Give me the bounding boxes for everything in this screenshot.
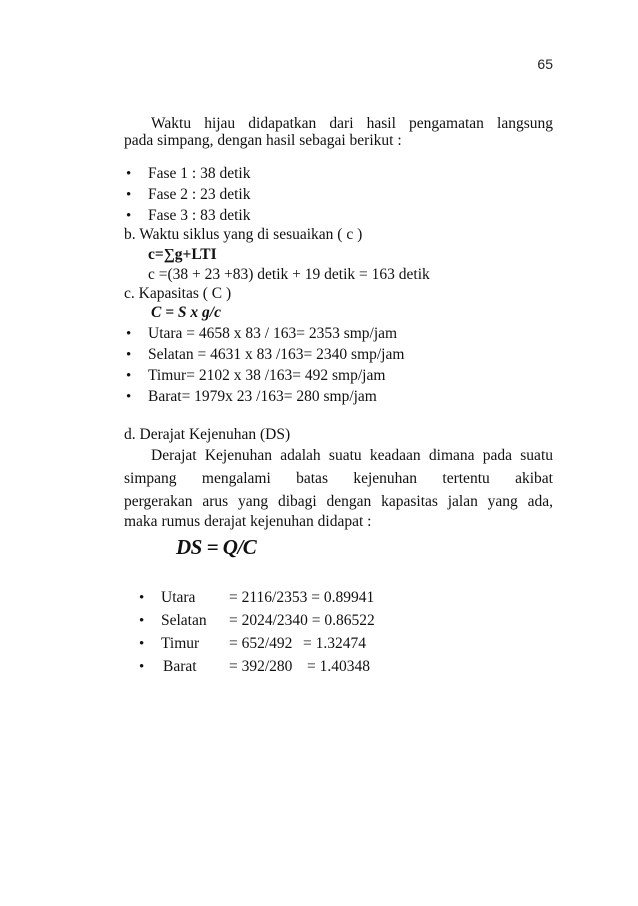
section-c-heading: c. Kapasitas ( C ) [124, 285, 232, 302]
ds-result-expr: = 652/492 [229, 635, 293, 652]
bullet-icon: • [126, 187, 132, 203]
ds-result-expr: = 392/280 [229, 658, 293, 675]
ds-result-value: = 1.32474 [303, 635, 366, 652]
phase-item: Fase 1 : 38 detik [148, 165, 251, 182]
ds-result-expr: = 2024/2340 = 0.86522 [229, 612, 375, 629]
intro-line-1: Waktu hijau didapatkan dari hasil pengamatan langsung [151, 115, 553, 132]
capacity-item: Timur= 2102 x 38 /163= 492 smp/jam [148, 367, 386, 384]
capacity-item: Barat= 1979x 23 /163= 280 smp/jam [148, 388, 377, 405]
ds-paragraph-line: maka rumus derajat kejenuhan didapat : [124, 513, 372, 530]
bullet-icon: • [126, 368, 132, 384]
cycle-formula: c=∑g+LTI [148, 246, 217, 263]
bullet-icon: • [126, 166, 132, 182]
section-d-heading: d. Derajat Kejenuhan (DS) [124, 426, 291, 443]
section-b-heading: b. Waktu siklus yang di sesuaikan ( c ) [124, 226, 363, 243]
page-number: 65 [537, 56, 553, 72]
ds-result-name: Timur [161, 635, 200, 652]
cycle-calculation: c =(38 + 23 +83) detik + 19 detik = 163 detik [148, 266, 430, 283]
capacity-item: Selatan = 4631 x 83 /163= 2340 smp/jam [148, 346, 405, 363]
ds-result-name: Selatan [161, 612, 207, 629]
ds-result-name: Barat [163, 658, 197, 675]
intro-line-2: pada simpang, dengan hasil sebagai berikut : [124, 132, 402, 149]
ds-result-expr: = 2116/2353 = 0.89941 [229, 589, 375, 606]
bullet-icon: • [139, 613, 145, 629]
capacity-formula: C = S x g/c [151, 304, 221, 321]
ds-paragraph-line: Derajat Kejenuhan adalah suatu keadaan dimana pada suatu [151, 447, 553, 464]
bullet-icon: • [139, 590, 145, 606]
phase-item: Fase 3 : 83 detik [148, 207, 251, 224]
ds-paragraph-line: pergerakan arus yang dibagi dengan kapasitas jalan yang ada, [124, 493, 553, 510]
bullet-icon: • [126, 389, 132, 405]
bullet-icon: • [139, 636, 145, 652]
phase-item: Fase 2 : 23 detik [148, 186, 251, 203]
ds-formula: DS = Q/C [176, 535, 257, 559]
bullet-icon: • [126, 347, 132, 363]
ds-result-name: Utara [161, 589, 196, 606]
bullet-icon: • [139, 659, 145, 675]
ds-paragraph-line: simpang mengalami batas kejenuhan tertentu akibat [124, 470, 553, 487]
capacity-item: Utara = 4658 x 83 / 163= 2353 smp/jam [148, 325, 398, 342]
bullet-icon: • [126, 208, 132, 224]
ds-result-value: = 1.40348 [307, 658, 370, 675]
bullet-icon: • [126, 326, 132, 342]
